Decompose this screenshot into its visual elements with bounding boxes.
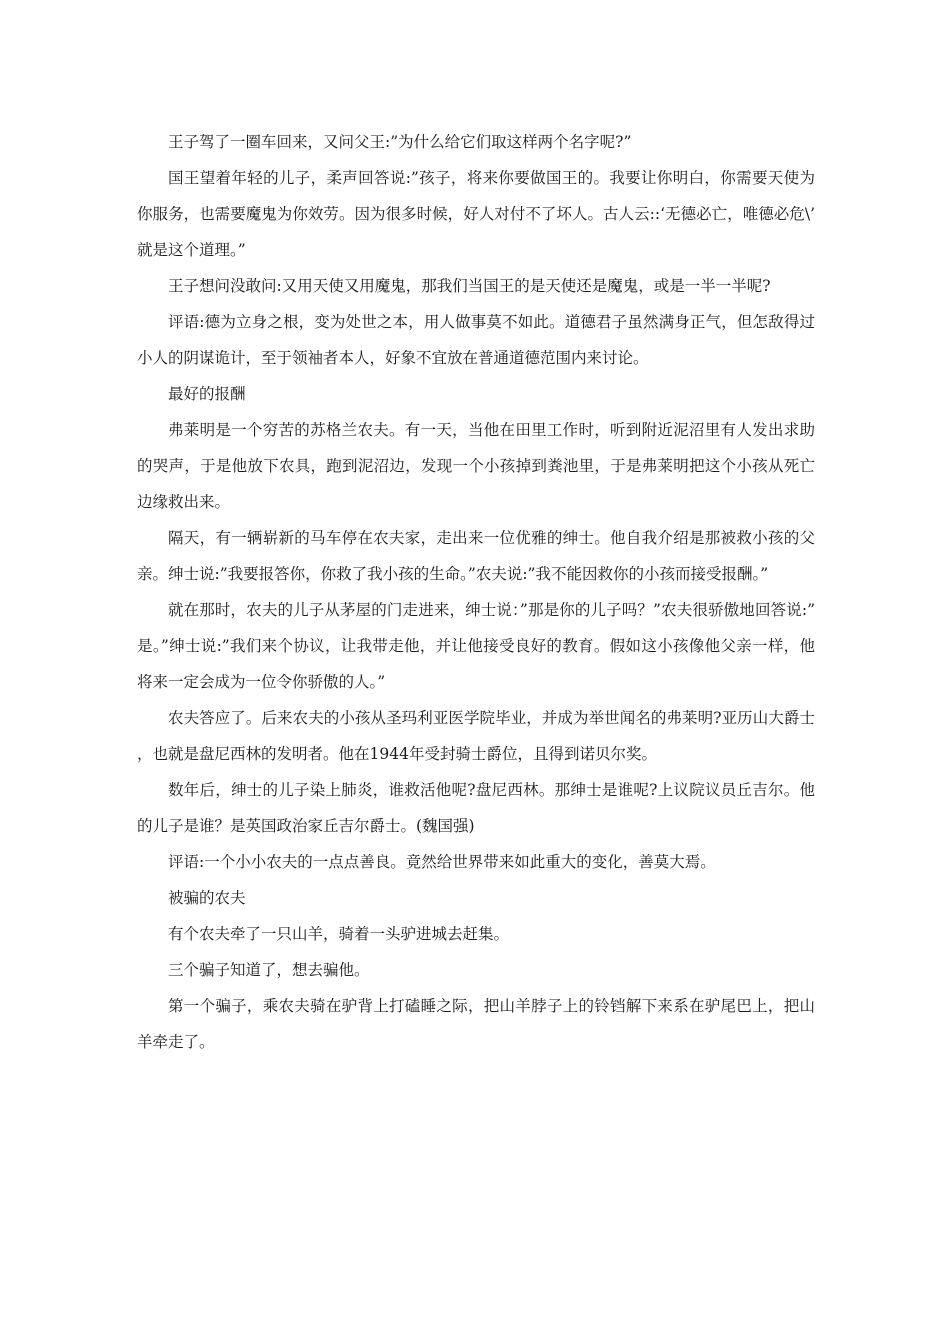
section-heading: 被骗的农夫 (168, 889, 246, 907)
paragraph: 三个骗子知道了，想去骗他。 (168, 961, 370, 979)
paragraph: 第一个骗子，乘农夫骑在驴背上打磕睡之际，把山羊脖子上的铃铛解下来系在驴尾巴上，把山羊牵走了。 (137, 997, 815, 1051)
paragraph: 数年后，绅士的儿子染上肺炎，谁救活他呢?盘尼西林。那绅士是谁呢?上议院议员丘吉尔。他的儿子是谁？是英国政治家丘吉尔爵士。(魏国强) (137, 781, 815, 835)
paragraph: 国王望着年轻的儿子，柔声回答说:”孩子，将来你要做国王的。我要让你明白，你需要天使为你服务，也需要魔鬼为你效劳。因为很多时候，好人对付不了坏人。古人云::‘无德必亡，唯德必危\’就是这个道理。” (137, 169, 815, 259)
paragraph: 弗莱明是一个穷苦的苏格兰农夫。有一天，当他在田里工作时，听到附近泥沼里有人发出求助的哭声，于是他放下农具，跑到泥沼边，发现一个小孩掉到粪池里，于是弗莱明把这个小孩从死亡边缘救出来。 (137, 421, 815, 511)
paragraph: 王子驾了一圈车回来，又问父王:”为什么给它们取这样两个名字呢?” (168, 133, 632, 151)
paragraph: 就在那时，农夫的儿子从茅屋的门走进来，绅士说：”那是你的儿子吗？”农夫很骄傲地回答说:”是。”绅士说:”我们来个协议，让我带走他，并让他接受良好的教育。假如这小孩像他父亲一样，他将来一定会成为一位令你骄傲的人。” (137, 601, 815, 691)
paragraph: 评语:德为立身之根，变为处世之本，用人做事莫不如此。道德君子虽然满身正气，但怎敌得过小人的阴谋诡计，至于领袖者本人，好象不宜放在普通道德范围内来讨论。 (137, 313, 815, 367)
paragraph: 农夫答应了。后来农夫的小孩从圣玛利亚医学院毕业，并成为举世闻名的弗莱明?亚历山大爵士，也就是盘尼西林的发明者。他在1944年受封骑士爵位，且得到诺贝尔奖。 (137, 709, 815, 763)
paragraph: 王子想问没敢问:又用天使又用魔鬼，那我们当国王的是天使还是魔鬼，或是一半一半呢? (168, 277, 771, 295)
section-heading: 最好的报酬 (168, 385, 246, 403)
paragraph: 隔天，有一辆崭新的马车停在农夫家，走出来一位优雅的绅士。他自我介绍是那被救小孩的父亲。绅士说:”我要报答你，你救了我小孩的生命。”农夫说:”我不能因救你的小孩而接受报酬。” (137, 529, 815, 583)
paragraph: 评语:一个小小农夫的一点点善良。竟然给世界带来如此重大的变化，善莫大焉。 (168, 853, 716, 871)
paragraph: 有个农夫牵了一只山羊，骑着一头驴进城去赶集。 (168, 925, 510, 943)
document-body (137, 124, 815, 1060)
